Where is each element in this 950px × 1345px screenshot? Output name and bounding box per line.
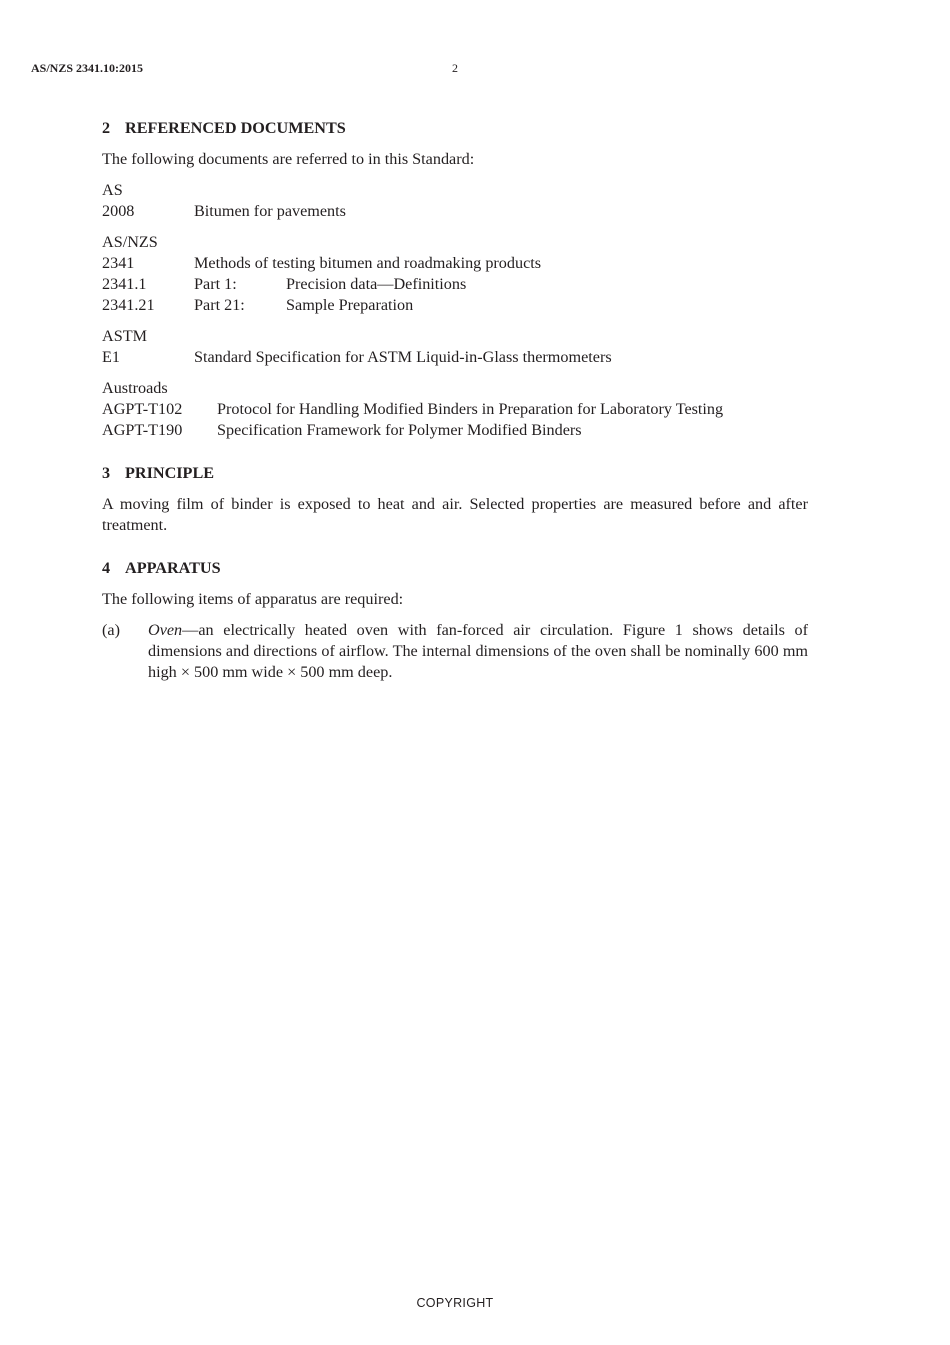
reference-row (102, 201, 808, 222)
footer-copyright: COPYRIGHT (416, 1296, 494, 1310)
section-title: APPARATUS (125, 559, 221, 577)
section-3-heading (102, 463, 808, 484)
section-2-heading (102, 118, 808, 139)
reference-row (102, 274, 808, 295)
item-text (148, 620, 808, 683)
reference-title: Sample Preparation (286, 296, 414, 314)
apparatus-item (102, 620, 808, 683)
reference-part: Part 1: (194, 275, 237, 293)
reference-code: 2341.1 (102, 275, 147, 293)
header-page-number: 2 (452, 61, 458, 75)
reference-code: E1 (102, 348, 120, 366)
reference-title: Precision data—Definitions (286, 275, 467, 293)
reference-row (102, 295, 808, 316)
header-standard-number: AS/NZS 2341.10:2015 (31, 61, 144, 75)
reference-group-austroads (102, 378, 808, 441)
item-description: —an electrically heated oven with fan-forced air circulation. Figure 1 shows details of dimensions and directions of airflow. The internal dimensions of the oven shall be nominally 600 mm high × 500 mm wide × 500 mm deep. (148, 621, 808, 681)
reference-part: Part 21: (194, 296, 245, 314)
document-body (102, 118, 808, 693)
section-title: PRINCIPLE (125, 464, 215, 482)
reference-code: AGPT-T190 (102, 421, 183, 439)
section-4-heading (102, 558, 808, 579)
reference-code: 2008 (102, 202, 135, 220)
reference-group-asnzs (102, 232, 808, 316)
reference-group-astm (102, 326, 808, 368)
reference-org: ASTM (102, 327, 147, 345)
reference-title: Specification Framework for Polymer Modified Binders (217, 421, 582, 439)
reference-row (102, 347, 808, 368)
reference-code: 2341.21 (102, 296, 155, 314)
section-3-text: A moving film of binder is exposed to heat and air. Selected properties are measured before and after treatment. (102, 495, 808, 534)
section-4-intro: The following items of apparatus are required: (102, 590, 404, 608)
item-term: Oven (148, 621, 183, 639)
reference-group-as (102, 180, 808, 222)
reference-org: AS (102, 181, 123, 199)
section-number: 3 (102, 464, 111, 482)
section-number: 2 (102, 119, 111, 137)
reference-row (102, 399, 808, 420)
reference-title: Methods of testing bitumen and roadmaking products (194, 254, 542, 272)
reference-code: 2341 (102, 254, 135, 272)
section-2-intro: The following documents are referred to in this Standard: (102, 150, 475, 168)
reference-row (102, 420, 808, 441)
reference-title: Bitumen for pavements (194, 202, 346, 220)
reference-title: Standard Specification for ASTM Liquid-in-Glass thermometers (194, 348, 612, 366)
item-label: (a) (102, 621, 120, 639)
reference-row (102, 253, 808, 274)
reference-title: Protocol for Handling Modified Binders in Preparation for Laboratory Testing (217, 400, 724, 418)
reference-org: AS/NZS (102, 233, 158, 251)
reference-org: Austroads (102, 379, 168, 397)
section-number: 4 (102, 559, 111, 577)
reference-code: AGPT-T102 (102, 400, 183, 418)
section-title: REFERENCED DOCUMENTS (125, 119, 346, 137)
